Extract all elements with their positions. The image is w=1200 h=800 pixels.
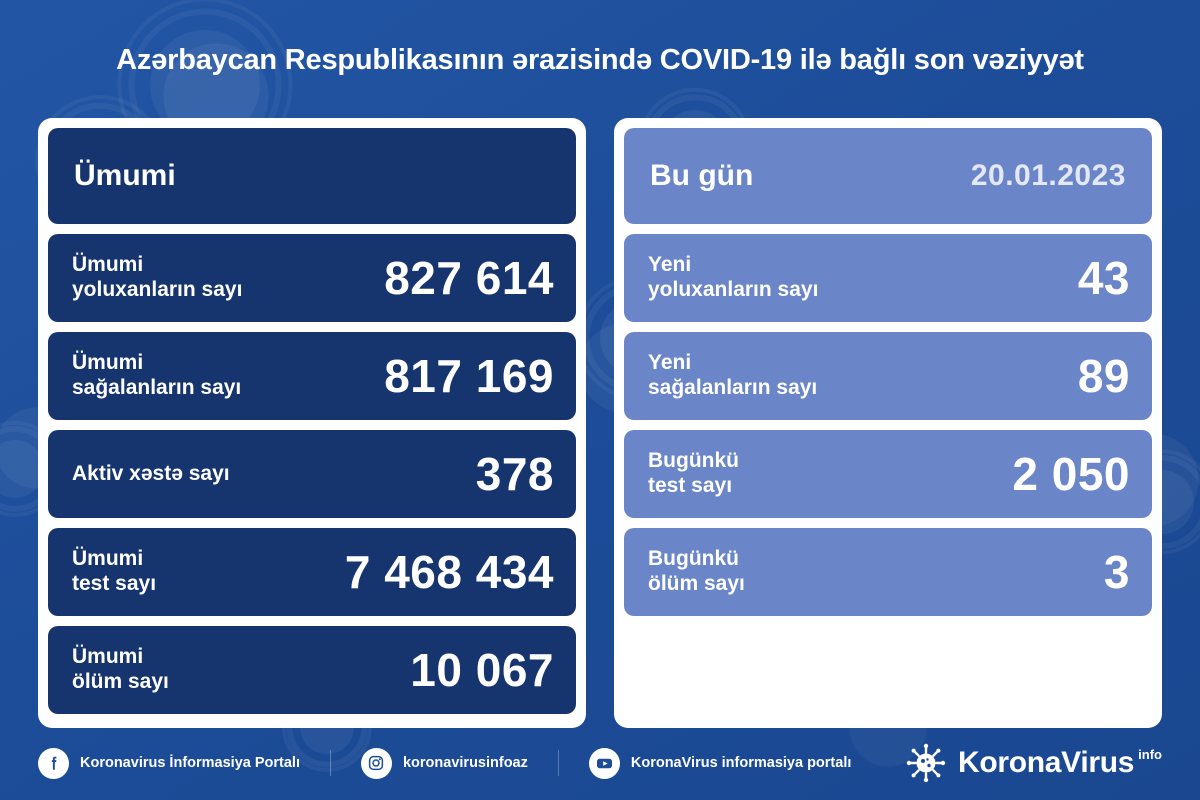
row-label [648,351,817,401]
row-value: 10 067 [410,644,554,696]
table-row [624,234,1152,322]
row-value: 89 [1077,350,1130,402]
total-statistics-panel [38,118,586,728]
row-label-line1: Bugünkü [648,547,739,571]
row-value: 7 468 434 [344,546,554,598]
row-value: 817 169 [384,350,554,402]
today-panel-date: 20.01.2023 [970,159,1126,192]
row-label-line2: test sayı [72,572,157,595]
social-facebook[interactable] [38,748,300,779]
social-youtube-label: KoronaVirus informasiya portalı [630,755,852,771]
row-label-line2: sağalanların sayı [72,376,242,399]
today-rows [624,234,1152,616]
brand-name: KoronaVirus [957,746,1135,779]
row-label [72,253,242,303]
table-row [48,430,576,518]
row-label-line2: test sayı [648,474,733,497]
divider [558,750,559,776]
total-panel-header [48,128,576,224]
row-label-line2: sağalanların sayı [648,376,818,399]
row-label-line1: Ümumi [72,645,144,669]
social-instagram-label: koronavirusinfoaz [402,755,528,771]
table-row [48,626,576,714]
table-row [624,528,1152,616]
row-label-line1: Yeni [648,253,692,277]
row-label-line1: Yeni [648,351,692,375]
social-facebook-label: Koronavirus İnformasiya Portalı [80,755,300,771]
row-label [648,547,745,597]
row-value: 827 614 [384,252,554,304]
youtube-icon[interactable] [589,748,620,779]
row-label [72,351,241,401]
row-label-line1: Aktiv xəstə sayı [72,461,230,485]
row-value: 43 [1077,252,1130,304]
row-label [72,462,230,487]
row-label-line2: ölüm sayı [648,572,745,595]
social-instagram[interactable] [361,748,528,779]
today-statistics-panel [614,118,1162,728]
page-title: Azərbaycan Respublikasının ərazisində COVID-19 ilə bağlı son vəziyyət [116,44,1084,76]
virus-icon [906,743,946,783]
row-label-line2: ölüm sayı [72,670,169,693]
total-panel-title: Ümumi [74,159,176,192]
row-label-line1: Ümumi [72,253,144,277]
row-label-line2: yoluxanların sayı [648,278,819,301]
table-row [624,430,1152,518]
row-label-line2: yoluxanların sayı [72,278,243,301]
instagram-icon[interactable] [361,748,392,779]
brand-suffix: info [1138,747,1162,762]
row-label [648,449,739,499]
row-label-line1: Bugünkü [648,449,739,473]
row-label [72,547,156,597]
row-value: 2 050 [1012,448,1130,500]
social-youtube[interactable] [589,748,852,779]
total-rows [48,234,576,714]
footer [38,740,1162,786]
row-value: 378 [475,448,554,500]
brand-logo[interactable] [906,743,1162,783]
facebook-icon[interactable] [38,748,69,779]
divider [330,750,331,776]
row-value: 3 [1103,546,1130,598]
table-row [48,234,576,322]
row-label [72,645,169,695]
row-label-line1: Ümumi [72,351,144,375]
table-row [48,332,576,420]
row-label [648,253,818,303]
table-row [48,528,576,616]
row-label-line1: Ümumi [72,547,144,571]
today-panel-title: Bu gün [650,159,754,192]
table-row [624,332,1152,420]
today-panel-header [624,128,1152,224]
